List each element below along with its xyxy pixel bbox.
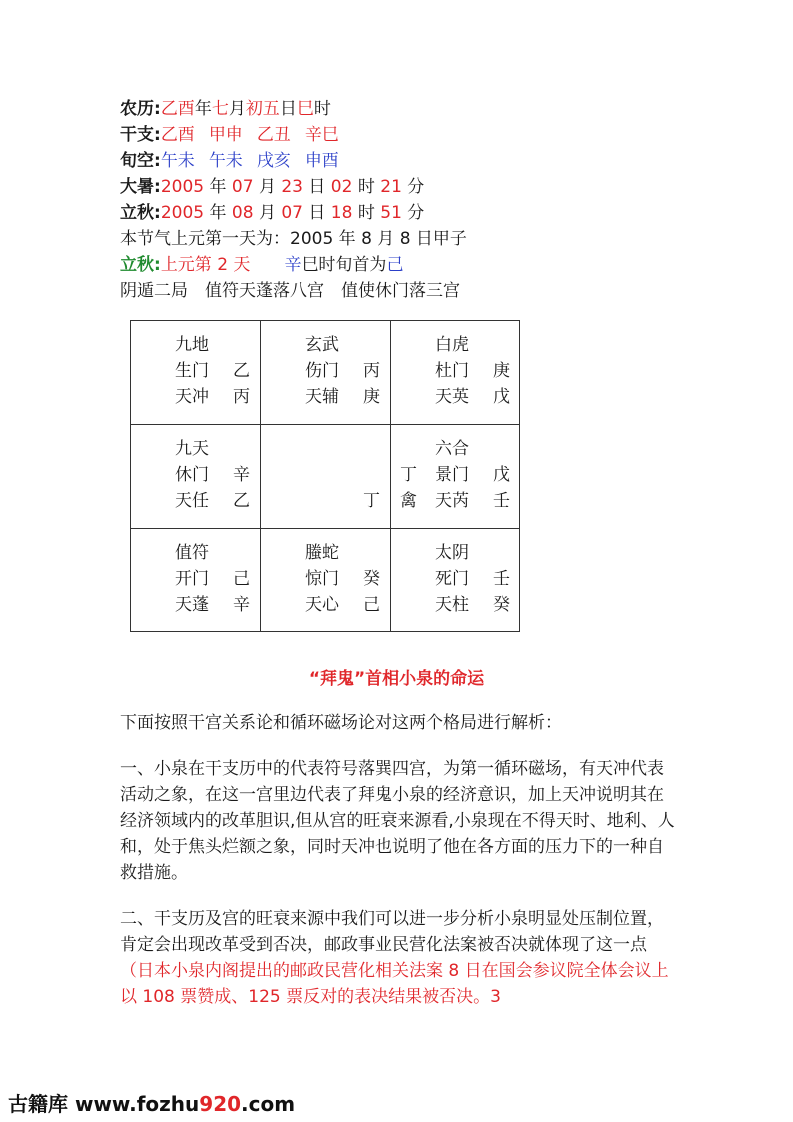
paragraph-2: 二、干支历及宫的旺衰来源中我们可以进一步分析小泉明显处压制位置，肯定会出现改革受到否决，邮政事业民营化法案被否决就体现了这一点（日本小泉内阁提出的邮政民营化相关法案 8 日在国会参议院全体会议上以 108 票赞成、125 票反对的表决结果被否决。3 bbox=[120, 909, 669, 1007]
cell-deity: 值符 bbox=[175, 543, 209, 563]
cell-door-stem: 庚 bbox=[493, 361, 510, 381]
cell-star-stem: 乙 bbox=[233, 491, 250, 511]
footer-watermark: 古籍库 www.fozhu920.com bbox=[8, 1092, 296, 1116]
cell-star: 天心 bbox=[305, 595, 339, 615]
cell-door-prefix: 丁 bbox=[400, 465, 417, 485]
cell-door: 景门 bbox=[435, 465, 469, 485]
cell-star-stem: 丁 bbox=[363, 491, 380, 511]
cell-star-stem: 壬 bbox=[493, 491, 510, 511]
cell-door-stem: 戊 bbox=[493, 465, 510, 485]
intro-paragraph: 下面按照干宫关系论和循环磁场论对这两个格局进行解析： bbox=[120, 713, 562, 733]
cell-star-prefix: 禽 bbox=[400, 491, 417, 511]
cell-star: 天英 bbox=[435, 387, 469, 407]
cell-door: 休门 bbox=[175, 465, 209, 485]
liqiu-yuan-line: 立秋:上元第 2 天 辛巳时旬首为己 bbox=[120, 255, 404, 275]
dashu-line: 大暑:2005 年 07 月 23 日 02 时 21 分 bbox=[120, 177, 425, 197]
cell-door: 开门 bbox=[175, 569, 209, 589]
cell-star: 天蓬 bbox=[175, 595, 209, 615]
ju-line: 阴遁二局 值符天蓬落八宫 值使休门落三宫 bbox=[120, 281, 460, 301]
liqiu-line: 立秋:2005 年 08 月 07 日 18 时 51 分 bbox=[120, 203, 425, 223]
paragraph-1: 一、小泉在干支历中的代表符号落巽四宫，为第一循环磁场，有天冲代表活动之象，在这一宫里边代表了拜鬼小泉的经济意识，加上天冲说明其在经济领域内的改革胆识,但从宫的旺衰来源看,小泉现在不得天时、地利、人和，处于焦头烂额之象，同时天冲也说明了他在各方面的压力下的一种自救措施。 bbox=[120, 759, 675, 883]
cell-deity: 太阴 bbox=[435, 543, 469, 563]
cell-door: 惊门 bbox=[305, 569, 339, 589]
cell-star-stem: 丙 bbox=[233, 387, 250, 407]
cell-deity: 六合 bbox=[435, 439, 469, 459]
cell-star-stem: 戊 bbox=[493, 387, 510, 407]
cell-star: 天冲 bbox=[175, 387, 209, 407]
ganzhi-line: 干支:乙酉 甲申 乙丑 辛巳 bbox=[120, 125, 339, 145]
cell-door: 死门 bbox=[435, 569, 469, 589]
cell-star: 天芮 bbox=[435, 491, 469, 511]
cell-deity: 九地 bbox=[175, 335, 209, 355]
xunkong-line: 旬空:午未 午未 戌亥 申酉 bbox=[120, 151, 339, 171]
cell-star: 天任 bbox=[175, 491, 209, 511]
cell-star-stem: 辛 bbox=[233, 595, 250, 615]
cell-star-stem: 己 bbox=[363, 595, 380, 615]
article-title: “拜鬼”首相小泉的命运 bbox=[308, 669, 485, 689]
cell-deity: 玄武 bbox=[305, 335, 339, 355]
cell-door-stem: 辛 bbox=[233, 465, 250, 485]
first-day-line: 本节气上元第一天为：2005 年 8 月 8 日甲子 bbox=[120, 229, 467, 249]
cell-door-stem: 乙 bbox=[233, 361, 250, 381]
cell-door: 伤门 bbox=[305, 361, 339, 381]
cell-deity: 白虎 bbox=[435, 335, 469, 355]
cell-door: 杜门 bbox=[435, 361, 469, 381]
cell-door-stem: 壬 bbox=[493, 569, 510, 589]
cell-star-stem: 癸 bbox=[493, 595, 510, 615]
cell-star: 天辅 bbox=[305, 387, 339, 407]
cell-deity: 九天 bbox=[175, 439, 209, 459]
nongli-line: 农历:乙酉年七月初五日巳时 bbox=[120, 99, 331, 119]
cell-door-stem: 丙 bbox=[363, 361, 380, 381]
cell-door: 生门 bbox=[175, 361, 209, 381]
cell-door-stem: 癸 bbox=[363, 569, 380, 589]
cell-deity: 螣蛇 bbox=[305, 543, 339, 563]
cell-door-stem: 己 bbox=[233, 569, 250, 589]
cell-star-stem: 庚 bbox=[363, 387, 380, 407]
cell-star: 天柱 bbox=[435, 595, 469, 615]
